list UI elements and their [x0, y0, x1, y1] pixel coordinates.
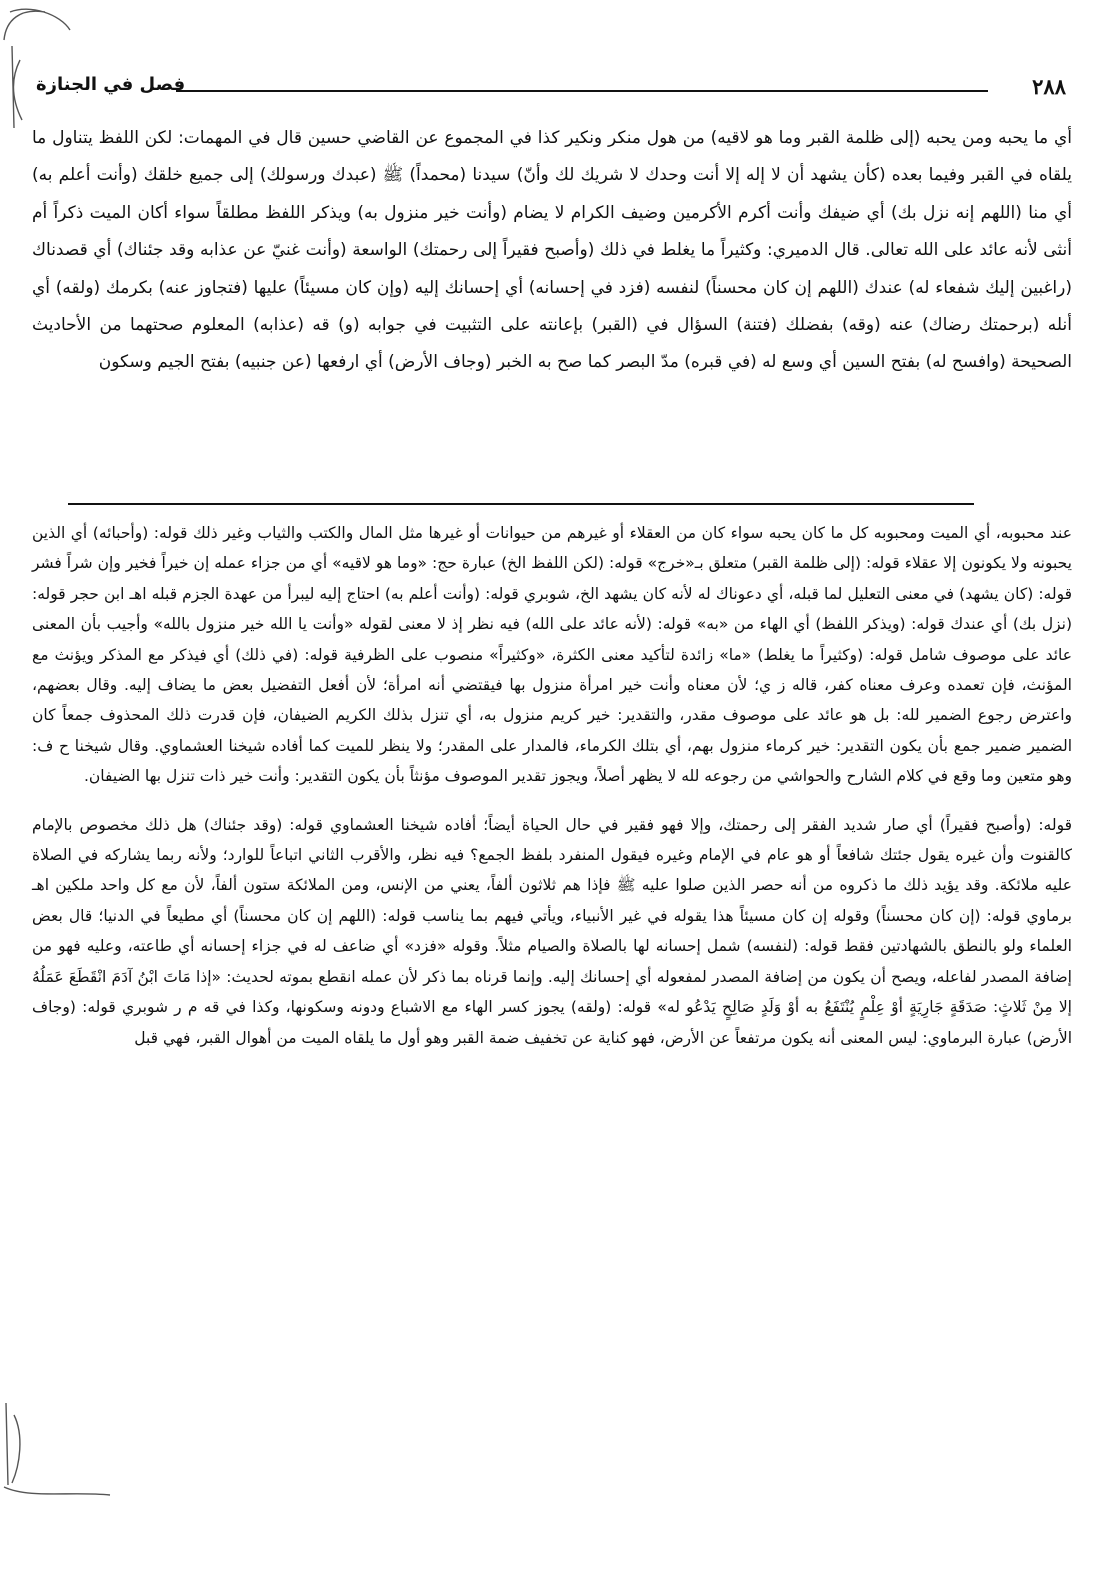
footnotes	[32, 518, 1072, 1053]
page-number: ٢٨٨	[1032, 74, 1066, 99]
chapter-title: فصل في الجنازة	[36, 74, 186, 95]
footnote-paragraph: عند محبوبه، أي الميت ومحبوبه كل ما كان يحبه سواء كان من العقلاء أو غيرهم من حيوانات أو غيرها مثل المال والكتب والثياب وغير ذلك قوله: (وأحبائه) أي الذين يحبونه ولا يكونون إلا عقلاء قوله: (إلى ظلمة القبر) متعلق بـ«خرج» قوله: (لكن اللفظ الخ) عبارة حج: «وما هو لاقيه» أي من جزاء عمله إن خيراً فخير وإن شراً فشر قوله: (كان يشهد) في معنى التعليل لما قبله، أي دعوناك له لأنه كان يشهد الخ، شوبري قوله: (وأنت أعلم به) احتاج إليه ليبرأ من عهدة الجزم قبله اهـ ابن حجر قوله: (نزل بك) أي عندك قوله: (ويذكر اللفظ) أي الهاء من «به» قوله: (لأنه عائد على الله) فيه نظر إذ لا معنى لقوله «وأنت يا الله خير منزول بالله» وأجيب بأن المعنى عائد على موصوف شامل قوله: (وكثيراً ما يغلط) «ما» زائدة لتأكيد معنى الكثرة، «وكثيراً» منصوب على الظرفية قوله: (في ذلك) أي فيذكر مع المذكر ويؤنث مع المؤنث، فإن تعمده وعرف معناه كفر، قاله ز ي؛ لأن معناه وأنت خير امرأة منزول بها فيقتضي أنه امرأة؛ لأن أفعل التفضيل بعض ما يضاف إليه. وقال بعضهم، واعترض رجوع الضمير لله: بل هو عائد على موصوف مقدر، والتقدير: خير كريم منزول به، أي تنزل بذلك الكريم الضيفان، فإن قدرت ذلك المحذوف جمعاً كان الضمير ضمير جمع بأن يكون التقدير: خير كرماء منزول بهم، أي بتلك الكرماء، فالمدار على المقدر؛ ولا ينظر للميت كما أفاده شيخنا العشماوي. وقال شيخنا ح ف: وهو متعين وما وقع في كلام الشارح والحواشي من رجوعه لله لا يظهر أصلاً، ويجوز تقدير الموصوف مؤنثاً بأن يكون التقدير: وأنت خير ذات تنزل بها الضيفان.	[32, 524, 1072, 786]
main-text: أي ما يحبه ومن يحبه (إلى ظلمة القبر وما هو لاقيه) من هول منكر ونكير كذا في المجموع عن القاضي حسين قال في المهمات: لكن اللفظ يتناول ما يلقاه في القبر وفيما بعده (كأن يشهد أن لا إله إلا أنت وحدك لا شريك لك وأنّ) سيدنا (محمداً) ﷺ (عبدك ورسولك) إلى جميع خلقك (وأنت أعلم به) أي منا (اللهم إنه نزل بك) أي ضيفك وأنت أكرم الأكرمين وضيف الكرام لا يضام (وأنت خير منزول به) ويذكر اللفظ مطلقاً سواء أكان الميت ذكراً أم أنثى لأنه عائد على الله تعالى. قال الدميري: وكثيراً ما يغلط في ذلك (وأصبح فقيراً إلى رحمتك) الواسعة (وأنت غنيّ عن عذابه وقد جئناك) أي قصدناك (راغبين إليك شفعاء له) عندك (اللهم إن كان محسناً) لنفسه (فزد في إحسانه) أي إحسانك إليه (وإن كان مسيئاً) عليها (فتجاوز عنه) بكرمك (ولقه) أي أنله (برحمتك رضاك) عنه (وقه) بفضلك (فتنة) السؤال في (القبر) بإعانته على التثبيت في جوابه (و) قه (عذابه) المعلوم صحتهما من الأحاديث الصحيحة (وافسح له) بفتح السين أي وسع له (في قبره) مدّ البصر كما صح به الخبر (وجاف الأرض) أي ارفعها (عن جنبيه) بفتح الجيم وسكون	[32, 128, 1072, 373]
scan-corner-bottom-left	[0, 1395, 120, 1505]
page-header	[36, 74, 1066, 108]
header-rule	[176, 90, 988, 92]
scan-corner-top-left	[0, 0, 80, 135]
footnote-divider	[68, 503, 974, 505]
footnote-paragraph: قوله: (وأصبح فقيراً) أي صار شديد الفقر إلى رحمتك، وإلا فهو فقير في حال الحياة أيضاً؛ أفاده شيخنا العشماوي قوله: (وقد جئناك) هل ذلك مخصوص بالإمام كالقنوت وأن غيره يقول جئتك شافعاً أو هو عام في الإمام وغيره فيقول المنفرد بلفظ الجمع؟ فيه نظر، والأقرب الثاني اتباعاً للوارد؛ ولأنه ربما يشاركه في الصلاة عليه ملائكة. وقد يؤيد ذلك ما ذكروه من أنه حصر الذين صلوا عليه ﷺ فإذا هم ثلاثون ألفاً، يعني من الإنس، ومن الملائكة ستون ألفاً، لأن مع كل واحد ملكين اهـ برماوي قوله: (إن كان محسناً) وقوله إن كان مسيئاً هذا يقوله في غير الأنبياء، ويأتي فيهم بما يناسب قوله: (اللهم إن كان محسناً) أي مطيعاً في الدنيا؛ قال بعض العلماء ولو بالنطق بالشهادتين فقط قوله: (لنفسه) شمل إحسانه لها بالصلاة والصيام مثلاً. وقوله «فزد» أي ضاعف له في جزاء إحسانه أي طاعته، وعليه فهو من إضافة المصدر لفاعله، ويصح أن يكون من إضافة المصدر لمفعوله أي إحسانك إليه. وإنما قرناه بما ذكر لأن عمله انقطع بموته لحديث: «إذا مَاتَ ابْنُ آدَمَ انْقَطَعَ عَمَلُهُ إلا مِنْ ثَلاثٍ: صَدَقَةٍ جَارِيَةٍ أوْ عِلْمٍ يُنْتَفَعُ به أوْ وَلَدٍ صَالِحٍ يَدْعُو له» قوله: (ولقه) يجوز كسر الهاء مع الاشباع ودونه وسكونها، وكذا في قه م ر شوبري قوله: (وجاف الأرض) عبارة البرماوي: ليس المعنى أنه يكون مرتفعاً عن الأرض، فهو كناية عن تخفيف ضمة القبر وهو أول ما يلقاه الميت من أهوال القبر، فهي قبل	[32, 815, 1072, 1047]
